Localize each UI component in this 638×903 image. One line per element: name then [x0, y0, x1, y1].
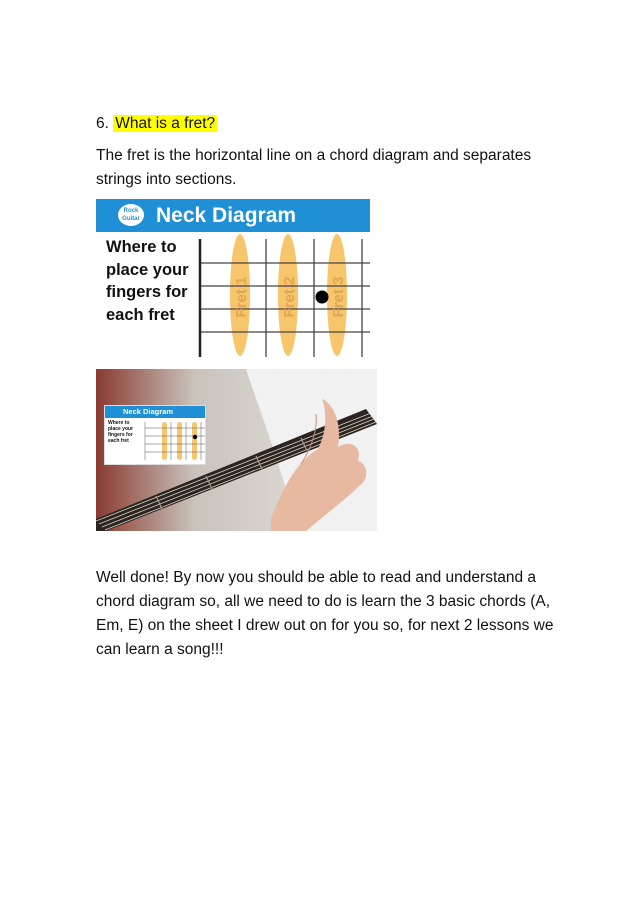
logo: Rock Guitar	[118, 204, 144, 226]
caption-line: each fret	[108, 438, 129, 444]
caption-line: place your	[108, 426, 134, 432]
question-heading	[96, 112, 217, 136]
caption-line: Where to	[108, 420, 130, 426]
fretboard-diagram	[96, 199, 370, 359]
mini-neck-diagram	[104, 405, 206, 465]
finger-dot	[316, 291, 329, 304]
caption-line: each fret	[106, 305, 175, 324]
question-title: What is a fret?	[115, 115, 216, 132]
caption-line: fingers for	[106, 283, 188, 301]
fret-3-label: Fret 3	[330, 276, 347, 318]
fret-2-label: Fret 2	[281, 276, 298, 318]
caption-line: place your	[106, 260, 189, 279]
neck-diagram-title: Neck Diagram	[156, 204, 297, 227]
fret-definition-paragraph: The fret is the horizontal line on a chord diagram and separates strings into sections.	[96, 147, 532, 188]
fret-1-label: Fret 1	[233, 276, 250, 318]
guitar-hand-photo	[96, 369, 377, 531]
question-number: 6.	[96, 115, 109, 132]
mini-fretboard	[105, 406, 205, 464]
caption-line: Where to	[106, 238, 177, 256]
closing-paragraph: Well done! By now you should be able to read and understand a chord diagram so, all we need to do is learn the 3 basic chords (A, Em, E) on the sheet I drew out on for you so, for next 2 lessons we can learn a song!!!	[96, 569, 554, 658]
caption-line: fingers for	[108, 432, 133, 438]
mini-diagram-title: Neck Diagram	[105, 406, 205, 418]
neck-diagram-image	[96, 199, 370, 359]
